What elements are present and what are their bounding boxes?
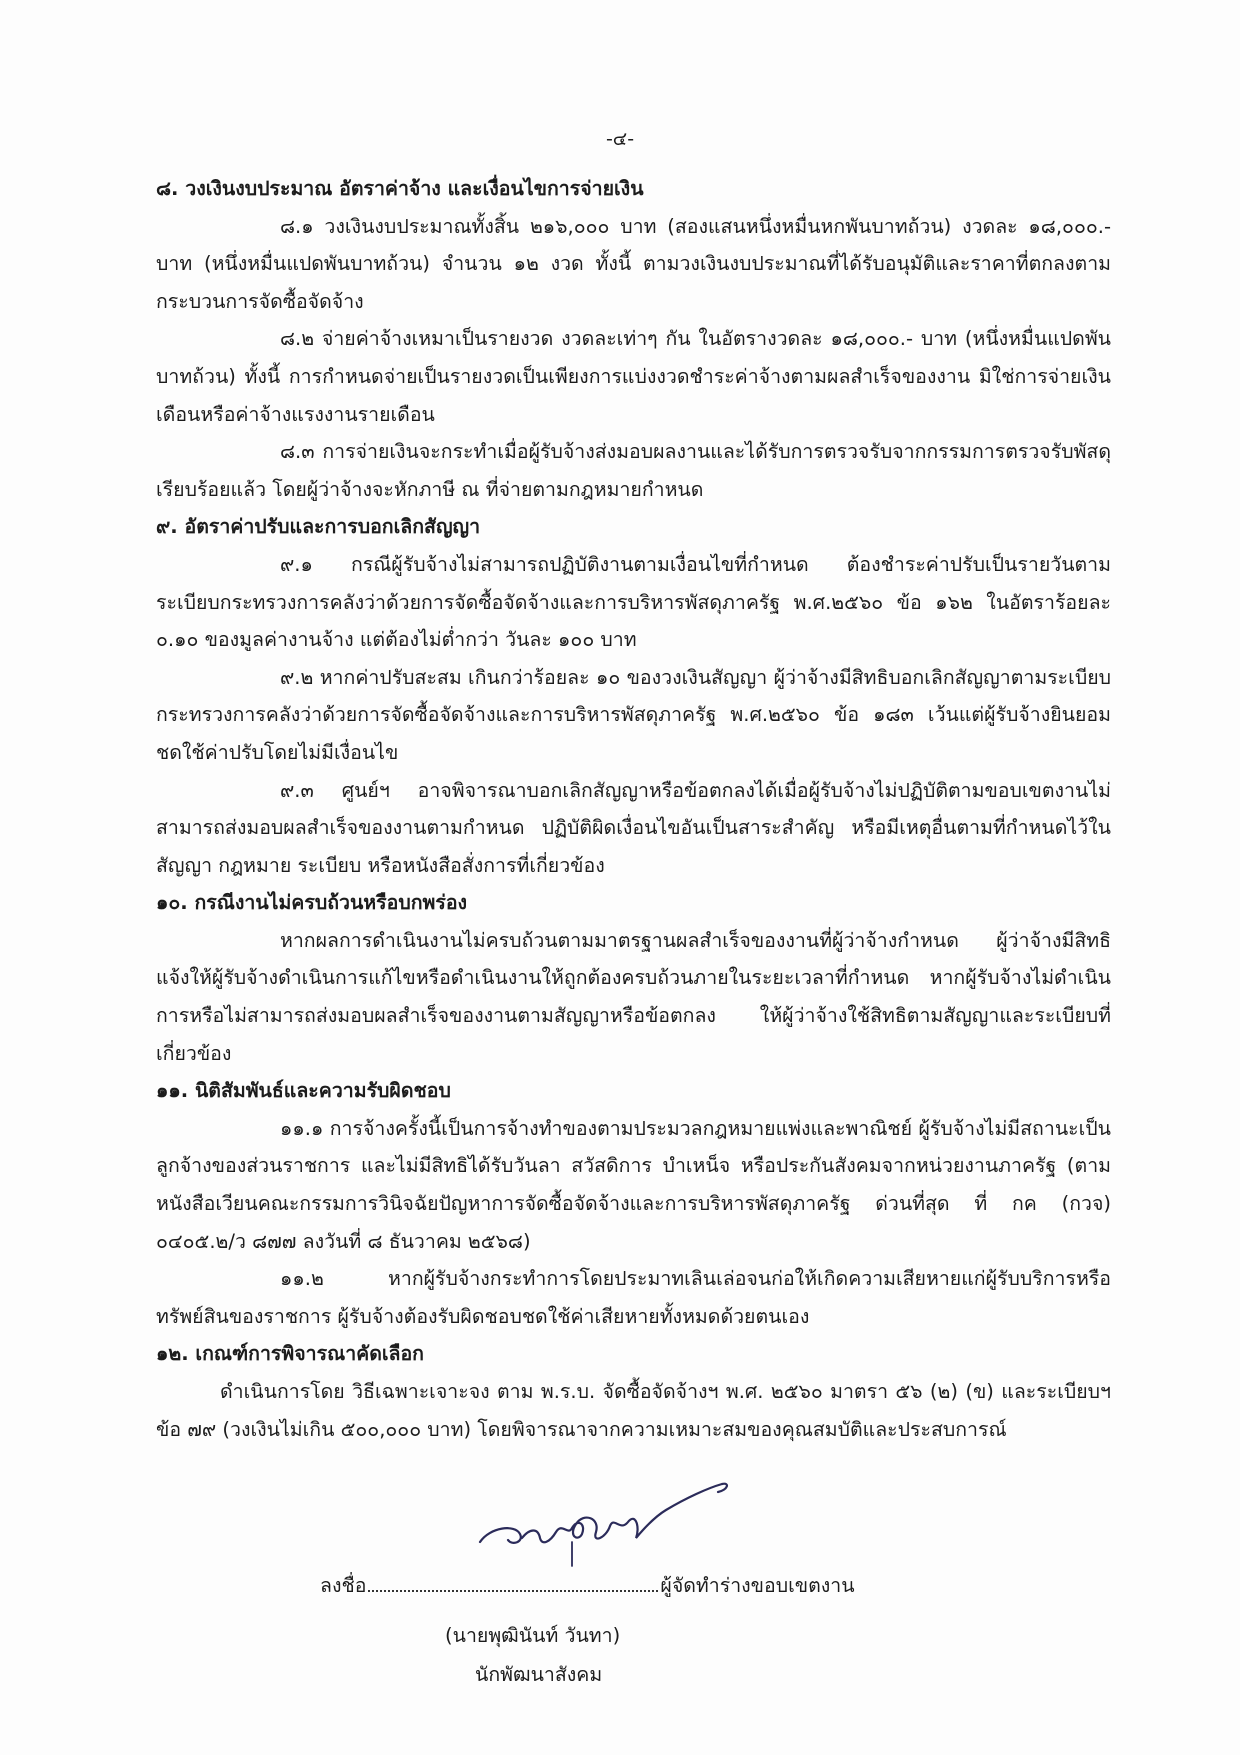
signature-line — [320, 1570, 855, 1601]
signature-role: ผู้จัดทำร่างขอบเขตงาน — [660, 1574, 855, 1597]
section-8-1: ๘.๑ วงเงินงบประมาณทั้งสิ้น ๒๑๖,๐๐๐ บาท (สองแสนหนึ่งหมื่นหกพันบาทถ้วน) งวดละ ๑๘,๐๐๐.-บาท (หนึ่งหมื่นแปดพันบาทถ้วน) จำนวน ๑๒ งวด ทั้งนี้ ตามวงเงินงบประมาณที่ได้รับอนุมัติและราคาที่ตกลงตามกระบวนการจัดซื้อจัดจ้าง — [156, 214, 1111, 313]
section-8-2: ๘.๒ จ่ายค่าจ้างเหมาเป็นรายงวด งวดละเท่าๆ กัน ในอัตรางวดละ ๑๘,๐๐๐.- บาท (หนึ่งหมื่นแปดพันบาทถ้วน) ทั้งนี้ การกำหนดจ่ายเป็นรายงวดเป็นเพียงการแบ่งงวดชำระค่าจ้างตามผลสำเร็จของงาน มิใช่การจ่ายเงินเดือนหรือค่าจ้างแรงงานรายเดือน — [156, 327, 1111, 426]
section-12-body: ดำเนินการโดย วิธีเฉพาะเจาะจง ตาม พ.ร.บ. จัดซื้อจัดจ้างฯ พ.ศ. ๒๕๖๐ มาตรา ๕๖ (๒) (ข) และระเบียบฯ ข้อ ๗๙ (วงเงินไม่เกิน ๕๐๐,๐๐๐ บาท) โดยพิจารณาจากความเหมาะสมของคุณสมบัติและประสบการณ์ — [156, 1380, 1111, 1441]
section-9-3: ๙.๓ ศูนย์ฯ อาจพิจารณาบอกเลิกสัญญาหรือข้อตกลงได้เมื่อผู้รับจ้างไม่ปฏิบัติตามขอบเขตงานไม่สามารถส่งมอบผลสำเร็จของงานตามกำหนด ปฏิบัติผิดเงื่อนไขอันเป็นสาระสำคัญ หรือมีเหตุอื่นตามที่กำหนดไว้ในสัญญา กฎหมาย ระเบียบ หรือหนังสือสั่งการที่เกี่ยวข้อง — [156, 778, 1111, 877]
section-8-3: ๘.๓ การจ่ายเงินจะกระทำเมื่อผู้รับจ้างส่งมอบผลงานและได้รับการตรวจรับจากกรรมการตรวจรับพัสดุเรียบร้อยแล้ว โดยผู้ว่าจ้างจะหักภาษี ณ ที่จ่ายตามกฎหมายกำหนด — [156, 440, 1111, 501]
section-11-1: ๑๑.๑ การจ้างครั้งนี้เป็นการจ้างทำของตามประมวลกฎหมายแพ่งและพาณิชย์ ผู้รับจ้างไม่มีสถานะเป็นลูกจ้างของส่วนราชการ และไม่มีสิทธิได้รับวันลา สวัสดิการ บำเหน็จ หรือประกันสังคมจากหน่วยงานภาครัฐ (ตามหนังสือเวียนคณะกรรมการวินิจฉัยปัญหาการจัดซื้อจัดจ้างและการบริหารพัสดุภาครัฐ ด่วนที่สุด ที่ กค (กวจ) ๐๔๐๕.๒/ว ๘๗๗ ลงวันที่ ๘ ธันวาคม ๒๕๖๘) — [156, 1116, 1111, 1253]
section-10-body: หากผลการดำเนินงานไม่ครบถ้วนตามมาตรฐานผลสำเร็จของงานที่ผู้ว่าจ้างกำหนด ผู้ว่าจ้างมีสิทธิแจ้งให้ผู้รับจ้างดำเนินการแก้ไขหรือดำเนินงานให้ถูกต้องครบถ้วนภายในระยะเวลาที่กำหนด หากผู้รับจ้างไม่ดำเนินการหรือไม่สามารถส่งมอบผลสำเร็จของงานตามสัญญาหรือข้อตกลง ให้ผู้ว่าจ้างใช้สิทธิตามสัญญาและระเบียบที่เกี่ยวข้อง — [156, 928, 1111, 1065]
signature-dotted-line — [368, 1572, 658, 1592]
signer-name: (นายพุฒินันท์ วันทา) — [445, 1624, 621, 1647]
section-9-1: ๙.๑ กรณีผู้รับจ้างไม่สามารถปฏิบัติงานตามเงื่อนไขที่กำหนด ต้องชำระค่าปรับเป็นรายวันตามระเบียบกระทรวงการคลังว่าด้วยการจัดซื้อจัดจ้างและการบริหารพัสดุภาครัฐ พ.ศ.๒๕๖๐ ข้อ ๑๖๒ ในอัตราร้อยละ ๐.๑๐ ของมูลค่างานจ้าง แต่ต้องไม่ต่ำกว่า วันละ ๑๐๐ บาท — [156, 552, 1111, 652]
handwritten-signature — [460, 1462, 740, 1572]
signer-position: นักพัฒนาสังคม — [475, 1663, 603, 1686]
document-body — [156, 170, 1111, 1448]
section-9-heading: ๙. อัตราค่าปรับและการบอกเลิกสัญญา — [156, 515, 481, 539]
section-10-heading: ๑๐. กรณีงานไม่ครบถ้วนหรือบกพร่อง — [156, 891, 468, 915]
section-12-heading: ๑๒. เกณฑ์การพิจารณาคัดเลือก — [156, 1342, 424, 1366]
section-8-heading: ๘. วงเงินงบประมาณ อัตราค่าจ้าง และเงื่อนไขการจ่ายเงิน — [156, 177, 644, 200]
page-number: -๔- — [605, 128, 635, 150]
section-11-heading: ๑๑. นิติสัมพันธ์และความรับผิดชอบ — [156, 1079, 451, 1103]
section-9-2: ๙.๒ หากค่าปรับสะสม เกินกว่าร้อยละ ๑๐ ของวงเงินสัญญา ผู้ว่าจ้างมีสิทธิบอกเลิกสัญญาตามระเบียบ กระทรวงการคลังว่าด้วยการจัดซื้อจัดจ้างและการบริหารพัสดุภาครัฐ พ.ศ.๒๕๖๐ ข้อ ๑๘๓ เว้นแต่ผู้รับจ้างยินยอมชดใช้ค่าปรับโดยไม่มีเงื่อนไข — [156, 665, 1111, 764]
section-11-2: ๑๑.๒ หากผู้รับจ้างกระทำการโดยประมาทเลินเล่อจนก่อให้เกิดความเสียหายแก่ผู้รับบริการหรือทรัพย์สินของราชการ ผู้รับจ้างต้องรับผิดชอบชดใช้ค่าเสียหายทั้งหมดด้วยตนเอง — [156, 1267, 1111, 1328]
signature-prefix: ลงชื่อ — [320, 1574, 367, 1597]
